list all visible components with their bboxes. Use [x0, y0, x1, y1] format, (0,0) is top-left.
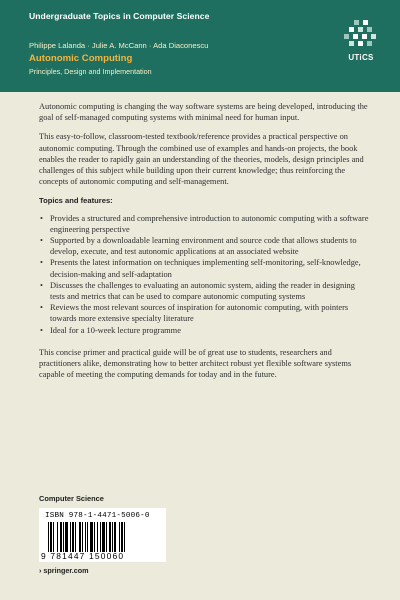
back-cover-text: [39, 101, 370, 388]
header-band: [0, 0, 400, 92]
barcode-label: [39, 508, 166, 562]
barcode-icon: [48, 522, 158, 552]
list-item: • Reviews the most relevant sources of inspiration for autonomic computing, with pointers towards more extensive specialty literature: [39, 302, 370, 324]
intro-paragraph: Autonomic computing is changing the way software systems are being developed, introducing the goal of self-managed computing systems with minimal need for human input.: [39, 102, 368, 123]
description-paragraph: This easy-to-follow, classroom-tested textbook/reference provides a practical perspective on autonomic computing. Through the combined use of examples and hands-on projects, the book enables the reader to rapidly gain an understanding of the theories, models, design principles and challenges of this subject while building upon their current knowledge; thus reinforcing the concepts of autonomic computing and self-management.: [39, 132, 364, 187]
authors: Philippe Lalanda · Julie A. McCann · Ada Diaconescu: [29, 41, 209, 50]
logo-dots-icon: [341, 19, 381, 51]
list-item: • Provides a structured and comprehensive introduction to autonomic computing with a software engineering perspective: [39, 213, 370, 235]
topics-heading: Topics and features:: [39, 196, 113, 206]
isbn-number: ISBN 978-1-4471-5006-0: [45, 512, 150, 520]
topics-list: [39, 213, 370, 336]
publisher-link[interactable]: › springer.com: [39, 566, 89, 575]
book-subtitle: Principles, Design and Implementation: [29, 67, 152, 76]
barcode-digits: 9 781447 150060: [41, 551, 125, 561]
list-item: • Discusses the challenges to evaluating an autonomic system, aiding the reader in designing tests and metrics that can be used to compare autonomic computing systems: [39, 280, 370, 302]
conclusion-paragraph: This concise primer and practical guide will be of great use to students, researchers and practitioners alike, demonstrating how to better architect robust yet flexible software systems capable of meeting the computing demands for today and in the future.: [39, 347, 352, 380]
list-item: • Presents the latest information on techniques implementing self-monitoring, self-knowledge, decision-making and self-adaptation: [39, 257, 370, 279]
series-title: Undergraduate Topics in Computer Science: [29, 11, 210, 21]
subject-category: Computer Science: [39, 494, 104, 503]
utics-logo: [341, 19, 381, 69]
list-item: • Ideal for a 10-week lecture programme: [39, 325, 370, 336]
list-item: • Supported by a downloadable learning environment and source code that allows students to develop, execute, and test autonomic applications at an associated website: [39, 235, 370, 257]
logo-text: UTiCS: [348, 53, 374, 62]
book-title: Autonomic Computing: [29, 53, 133, 64]
